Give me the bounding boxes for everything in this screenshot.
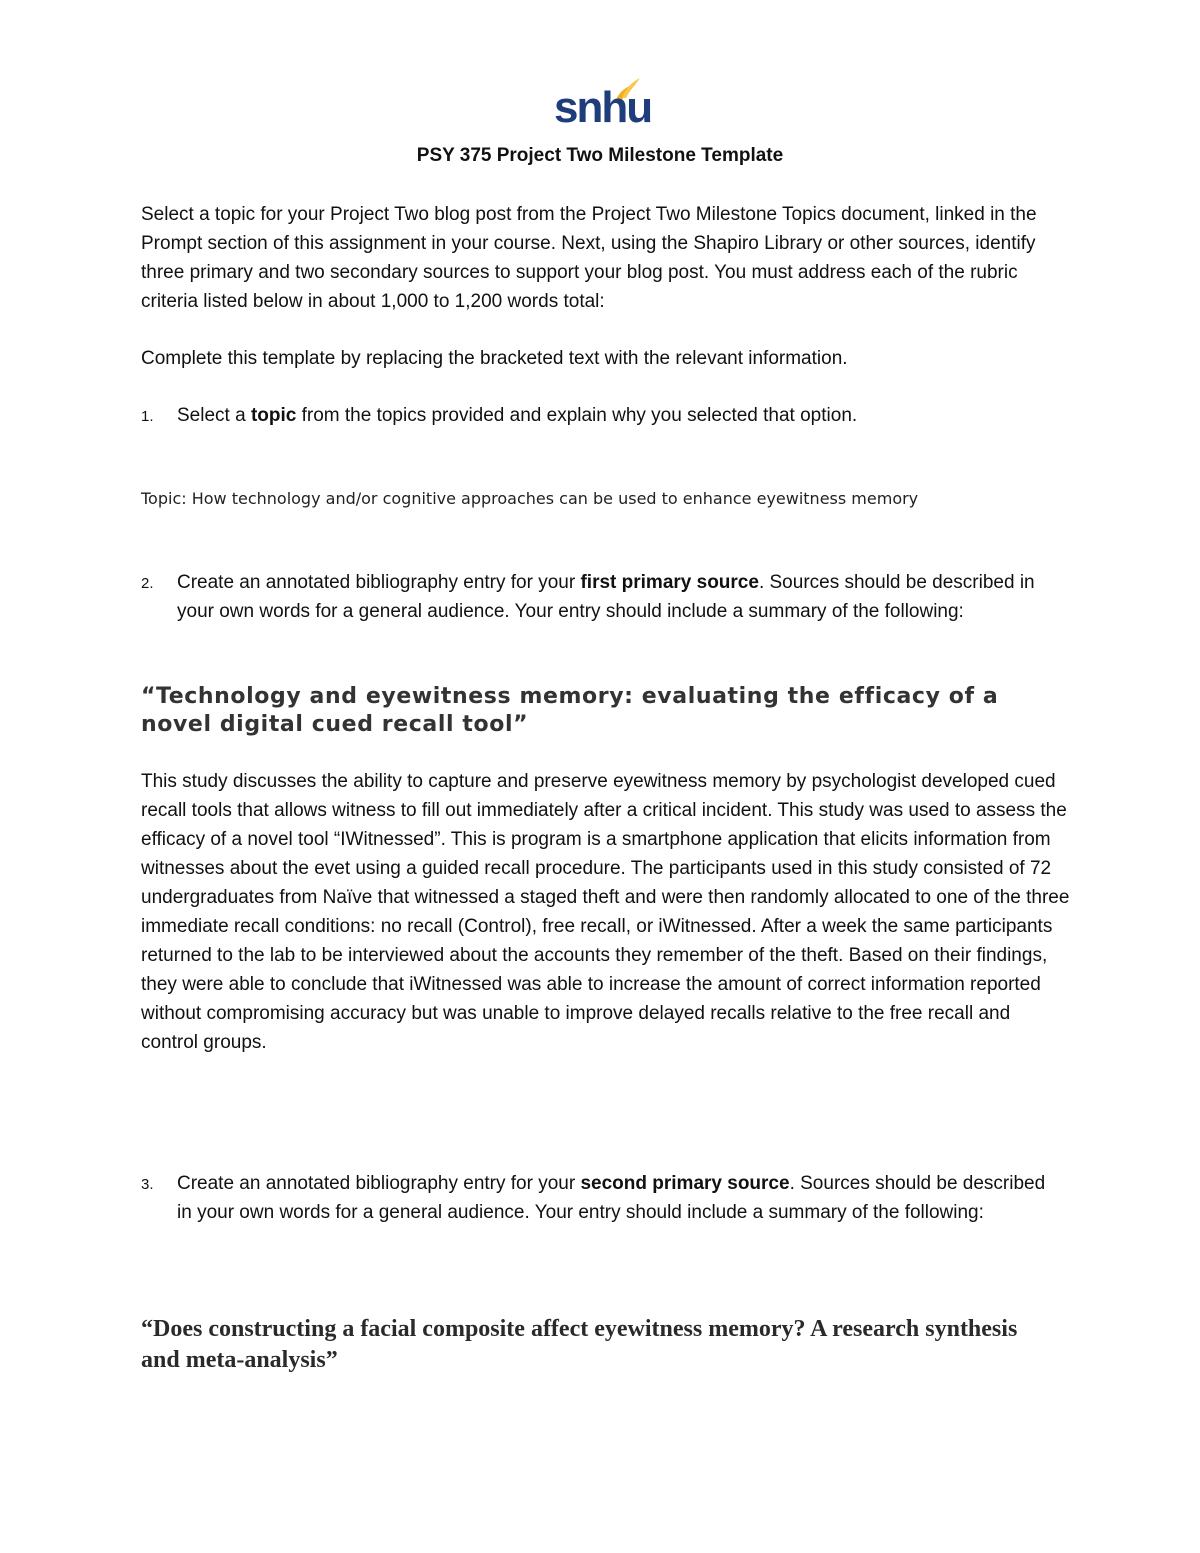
snhu-logo [554, 74, 652, 132]
list-number: 1. [141, 408, 154, 425]
source2-title: “Does constructing a facial composite affect eyewitness memory? A research synthesis and meta-analysis” [141, 1316, 1018, 1373]
bold-term: first primary source [580, 572, 759, 593]
list-number: 3. [141, 1176, 154, 1193]
source1-title: “Technology and eyewitness memory: evaluating the efficacy of a novel digital cued recall tool” [141, 684, 999, 737]
list-item-3 [141, 1169, 1071, 1227]
logo-wordmark: snhu [554, 83, 652, 132]
topic-answer: Topic: How technology and/or cognitive approaches can be used to enhance eyewitness memory [141, 489, 919, 508]
list-item-text: Create an annotated bibliography entry for your second primary source. Sources should be described in your own words for a general audience. Your entry should include a summary of the following: [177, 1173, 1046, 1223]
list-item-text: Create an annotated bibliography entry for your first primary source. Sources should be described in your own words for a general audience. Your entry should include a summary of the following: [177, 572, 1035, 622]
document-title: PSY 375 Project Two Milestone Template [416, 145, 784, 166]
bold-term: second primary source [580, 1173, 790, 1194]
source1-summary: This study discusses the ability to capture and preserve eyewitness memory by psychologist developed cued recall tools that allows witness to fill out immediately after a critical incident. This study was used to assess the efficacy of a novel tool “IWitnessed”. This is program is a smartphone application that elicits information from witnesses about the evet using a guided recall procedure. The participants used in this study consisted of 72 undergraduates from Naïve that witnessed a staged theft and were then randomly allocated to one of the three immediate recall conditions: no recall (Control), free recall, or iWitnessed. After a week the same participants returned to the lab to be interviewed about the accounts they remember of the theft. Based on their findings, they were able to conclude that iWitnessed was able to increase the amount of correct information reported without compromising accuracy but was unable to improve delayed recalls relative to the free recall and control groups. [141, 771, 1070, 1053]
intro-paragraph: Select a topic for your Project Two blog post from the Project Two Milestone Topics document, linked in the Prompt section of this assignment in your course. Next, using the Shapiro Library or other sources, identify three primary and two secondary sources to support your blog post. You must address each of the rubric criteria listed below in about 1,000 to 1,200 words total: [141, 204, 1037, 312]
list-number: 2. [141, 575, 154, 592]
instructions-paragraph: Complete this template by replacing the bracketed text with the relevant information. [141, 348, 848, 369]
list-item-1 [141, 401, 1071, 430]
list-item-2 [141, 568, 1071, 626]
list-item-text: Select a topic from the topics provided and explain why you selected that option. [177, 405, 858, 426]
bold-term: topic [250, 405, 297, 426]
